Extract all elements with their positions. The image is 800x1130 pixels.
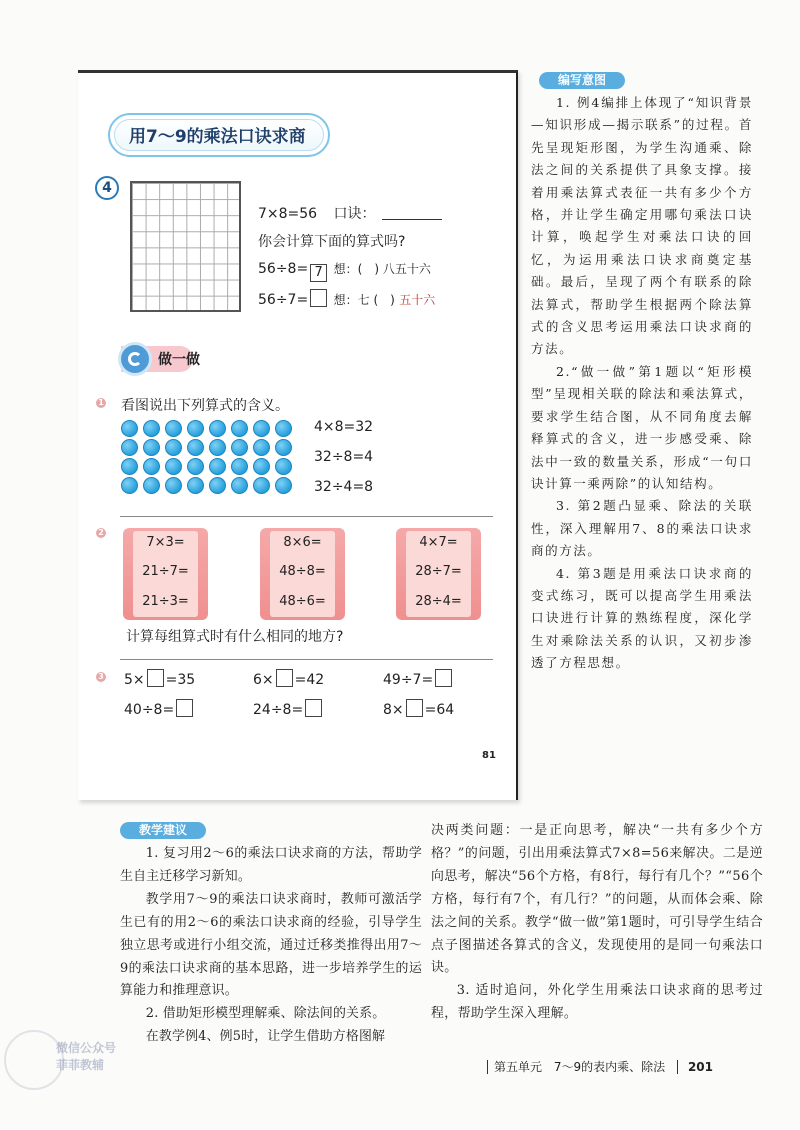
equation-1-hint: 想：( ) 八五十六	[333, 262, 431, 276]
footer-topic: 7～9的表内乘、除法	[553, 1060, 666, 1074]
dot	[209, 458, 226, 475]
dot	[165, 477, 182, 494]
multiplication-expression: 7×8=56	[258, 206, 318, 222]
card-equation: 21÷7=	[142, 564, 189, 579]
card-equation: 48÷6=	[279, 594, 326, 609]
teaching-left-paragraphs	[120, 843, 422, 1049]
dot	[275, 458, 292, 475]
question-2-number: 2	[96, 528, 106, 538]
exercise-left: 6×	[253, 672, 274, 688]
dot	[275, 420, 292, 437]
dot	[165, 458, 182, 475]
dot	[231, 420, 248, 437]
equation-2-hint-red: 五十六	[399, 293, 436, 307]
answer-box	[435, 669, 452, 687]
teaching-paragraph: 2. 借助矩形模型理解乘、除法间的关系。	[145, 1006, 386, 1022]
dot	[253, 458, 270, 475]
q3-exercise	[124, 669, 195, 688]
dot	[187, 477, 204, 494]
lesson-title-frame	[108, 113, 330, 157]
example-question: 你会计算下面的算式吗?	[258, 234, 406, 250]
answer-box	[176, 699, 193, 717]
teaching-paragraph: 1. 复习用2～6的乘法口诀求商的方法，帮助学生自主迁移学习新知。	[120, 846, 422, 884]
q3-exercise	[253, 699, 324, 718]
card-equation: 8×6=	[283, 535, 322, 550]
teaching-paragraph: 决两类问题：一是正向思考，解决“一共有多少个方格？”的问题，引出用乘法算式7×8=56来解决。二是逆向思考，解决“56个方格，有8行，每行有几个？”“56个方格，每行有7个，有几行？”的问题，从而体会乘、除法之间的关系。教学“做一做”第1题时，可引导学生结合点子图描述各算式的含义，发现使用的是同一句乘法口诀。	[431, 823, 763, 976]
dot	[165, 420, 182, 437]
exercise-left: 40÷8=	[124, 702, 175, 718]
teaching-right-paragraphs	[431, 820, 763, 1026]
q3-exercise	[124, 699, 195, 718]
rectangle-grid-figure	[130, 181, 241, 312]
sidebar-paragraphs	[531, 92, 753, 675]
dot	[121, 458, 138, 475]
dot	[231, 439, 248, 456]
dot	[121, 439, 138, 456]
lesson-title: 用7～9的乘法口诀求商	[114, 119, 324, 151]
question-1-prompt: 看图说出下列算式的含义。	[121, 398, 289, 414]
footer-page-number: 201	[677, 1060, 713, 1074]
example-line-1	[258, 203, 442, 223]
mnemonic-blank	[382, 206, 442, 220]
dot	[143, 439, 160, 456]
card-equation: 48÷8=	[279, 564, 326, 579]
division-equation-2	[258, 289, 435, 308]
q3-exercise	[253, 669, 324, 688]
example-number-badge: 4	[95, 176, 119, 200]
equation-2-expression: 56÷7=	[258, 292, 309, 308]
sidebar-paragraph: 3. 第2题凸显乘、除法的关联性，深入理解用7、8的乘法口诀求商的方法。	[531, 498, 753, 559]
dot	[187, 420, 204, 437]
question-2-prompt: 计算每组算式时有什么相同的地方?	[126, 629, 344, 645]
answer-box	[406, 699, 423, 717]
exercise-right: =42	[294, 672, 325, 688]
exercise-right: =35	[165, 672, 196, 688]
divider	[120, 516, 493, 517]
q3-exercise	[383, 699, 454, 718]
division-equation-1	[258, 260, 431, 282]
answer-box	[276, 669, 293, 687]
card-equation: 7×3=	[146, 535, 185, 550]
dot	[209, 477, 226, 494]
dot	[209, 439, 226, 456]
teaching-left-column	[120, 843, 422, 1049]
watermark-logo	[4, 1030, 64, 1090]
question-3-number: 3	[96, 672, 106, 682]
dot	[231, 458, 248, 475]
teaching-right-column	[431, 820, 763, 1026]
footer-unit: 第五单元	[487, 1060, 542, 1074]
answer-box	[305, 699, 322, 717]
watermark-line: 微信公众号	[56, 1041, 117, 1055]
dot-array-figure	[121, 420, 301, 494]
page-footer	[487, 1058, 747, 1078]
answer-box	[147, 669, 164, 687]
dot	[253, 420, 270, 437]
dot	[121, 420, 138, 437]
card-equation: 21÷3=	[142, 594, 189, 609]
card-equation: 4×7=	[419, 535, 458, 550]
practice-label: 做一做	[158, 352, 200, 368]
textbook-page-number: 81	[482, 750, 496, 761]
sidebar-paragraph: 2.“做一做”第1题以“矩形模型”呈现相关联的除法和乘法算式，要求学生结合图，从不同角度去解释算式的含义，进一步感受乘、除法中一致的数量关系，形成“一句口诀计算一乘两除”的认知结构。	[531, 363, 753, 491]
exercise-left: 8×	[383, 702, 404, 718]
sidebar-paragraph: 1. 例4编排上体现了“知识背景—知识形成—揭示联系”的过程。首先呈现矩形图，为学生沟通乘、除法之间的关系提供了具象支撑。接着用乘法算式表征一共有多少个方格，并让学生确定用哪句乘法口诀计算，唤起学生对乘法口诀的回忆，为运用乘法口诀求商奠定基础。最后，呈现了两个有联系的除法算式，帮助学生根据两个除法算式的含义思考运用乘法口诀求商的方法。	[531, 95, 753, 357]
card-equation: 28÷4=	[415, 594, 462, 609]
dot	[165, 439, 182, 456]
dot	[121, 477, 138, 494]
q1-equation: 4×8=32	[314, 419, 374, 435]
dot	[187, 458, 204, 475]
dot	[209, 420, 226, 437]
equation-card	[260, 528, 345, 620]
refresh-icon	[118, 342, 152, 376]
mnemonic-label: 口诀：	[333, 206, 376, 222]
equation-1-expression: 56÷8=	[258, 261, 309, 277]
dot	[143, 420, 160, 437]
exercise-left: 5×	[124, 672, 145, 688]
teaching-paragraph: 在教学例4、例5时，让学生借助方格图解	[145, 1029, 386, 1045]
teaching-paragraph: 3. 适时追问，外化学生用乘法口诀求商的思考过程，帮助学生深入理解。	[431, 983, 763, 1022]
exercise-left: 24÷8=	[253, 702, 304, 718]
equation-2-hint: 想：七 ( )	[333, 293, 395, 307]
dot	[275, 477, 292, 494]
watermark-line: 菲菲教辅	[56, 1058, 105, 1072]
q1-equation: 32÷8=4	[314, 449, 374, 465]
q1-equation: 32÷4=8	[314, 479, 374, 495]
dot	[143, 458, 160, 475]
dot	[275, 439, 292, 456]
exercise-left: 49÷7=	[383, 672, 434, 688]
sidebar-heading: 编写意图	[539, 72, 625, 89]
equation-card	[396, 528, 481, 620]
exercise-right: =64	[424, 702, 455, 718]
equation-card	[123, 528, 208, 620]
answer-box: 7	[310, 264, 327, 282]
dot	[253, 439, 270, 456]
q3-exercise	[383, 669, 454, 688]
watermark-text	[56, 1040, 116, 1074]
dot	[231, 477, 248, 494]
question-1-number: 1	[96, 398, 106, 408]
teaching-heading: 教学建议	[120, 822, 206, 839]
sidebar-text	[531, 92, 753, 675]
dot	[187, 439, 204, 456]
card-equation: 28÷7=	[415, 564, 462, 579]
answer-box	[310, 289, 327, 307]
dot	[143, 477, 160, 494]
divider	[120, 659, 493, 660]
teaching-paragraph: 教学用7～9的乘法口诀求商时，教师可激活学生已有的用2～6的乘法口诀求商的经验，引导学生独立思考或进行小组交流，通过迁移类推得出用7～9的乘法口诀求商的基本思路，进一步培养学生的运算能力和推理意识。	[120, 891, 422, 999]
sidebar-paragraph: 4. 第3题是用乘法口诀求商的变式练习，既可以提高学生用乘法口诀进行计算的熟练程度，深化学生对乘除法关系的认识，又初步渗透了方程思想。	[531, 565, 753, 671]
dot	[253, 477, 270, 494]
